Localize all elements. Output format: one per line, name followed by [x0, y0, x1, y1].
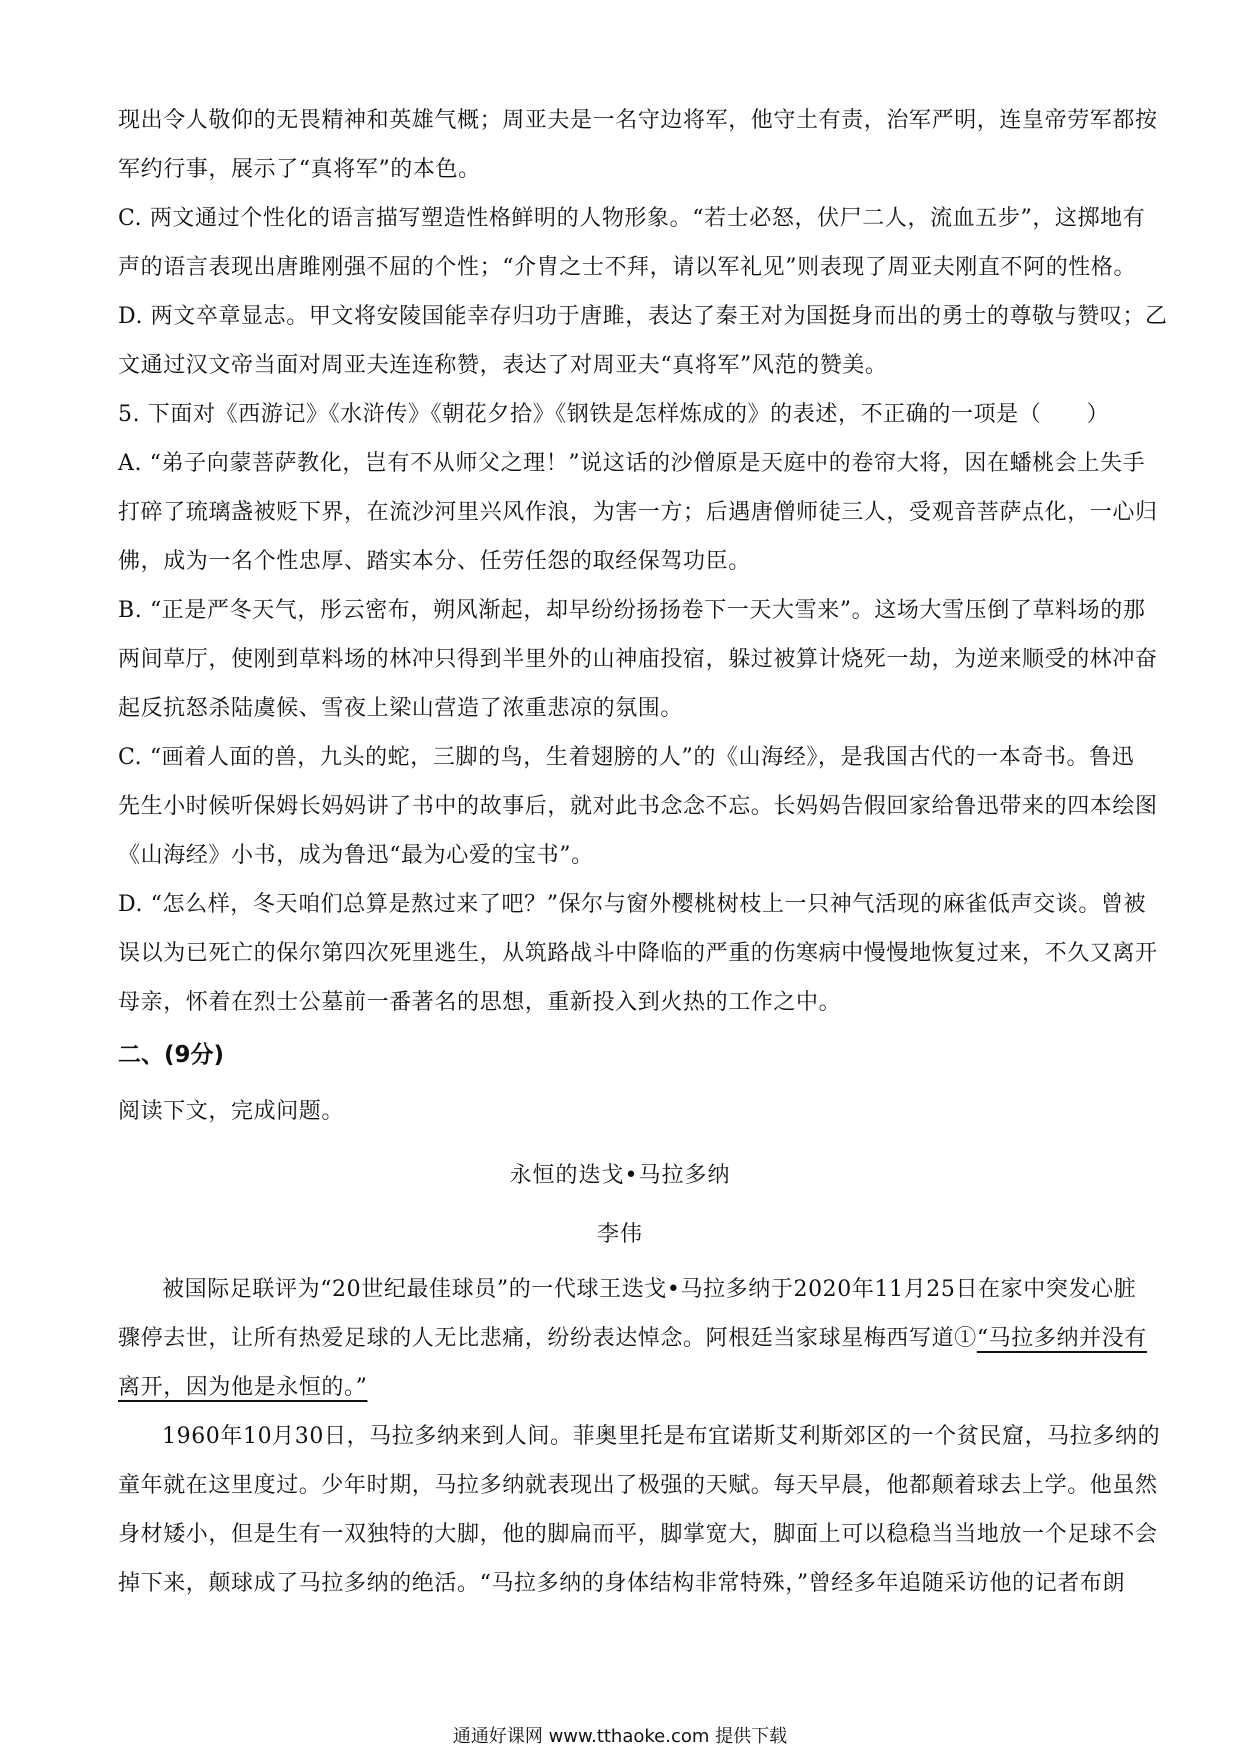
q5-option-d — [118, 880, 1158, 1027]
text-line: 起反抗怒杀陆虞候、雪夜上梁山营造了浓重悲凉的氛围。 — [118, 696, 684, 721]
article-author: 李伟 — [596, 1222, 643, 1247]
text-line: D. “怎么样，冬天咱们总算是熬过来了吧？”保尔与窗外樱桃树枝上一只神气活现的麻雀低声交谈。曾被 — [118, 892, 1147, 917]
text-line: 身材矮小，但是生有一双独特的大脚，他的脚扁而平，脚掌宽大，脚面上可以稳稳当当地放一个足球不会 — [118, 1522, 1158, 1547]
reading-instruction: 阅读下文，完成问题。 — [118, 1099, 345, 1124]
text-line: 母亲，怀着在烈士公墓前一番著名的思想，重新投入到火热的工作之中。 — [118, 990, 842, 1015]
text-line: C. “画着人面的兽，九头的蛇，三脚的鸟，生着翅膀的人”的《山海经》，是我国古代的一本奇书。鲁迅 — [118, 745, 1135, 770]
footer-watermark: 通通好课网 www.tthaoke.com 提供下载 — [452, 1726, 788, 1747]
text-line: 佛，成为一名个性忠厚、踏实本分、任劳任怨的取经保驾功臣。 — [118, 549, 751, 574]
text-line: A. “弟子向蒙菩萨教化，岂有不从师父之理！”说这话的沙僧原是天庭中的卷帘大将，因在蟠桃会上失手 — [118, 451, 1146, 476]
underlined-quote: 离开，因为他是永恒的。” — [118, 1375, 368, 1400]
article-paragraph-1 — [118, 1265, 1147, 1412]
text-line: 声的语言表现出唐雎刚强不屈的个性；“介胄之士不拜，请以军礼见”则表现了周亚夫刚直不阿的性格。 — [118, 255, 1137, 280]
q5-option-b — [118, 586, 1158, 733]
text-line: 打碎了琉璃盏被贬下界，在流沙河里兴风作浪，为害一方；后遇唐僧师徒三人，受观音菩萨点化，一心归 — [118, 500, 1158, 525]
text-line: 误以为已死亡的保尔第四次死里逃生，从筑路战斗中降临的严重的伤寒病中慢慢地恢复过来，不久又离开 — [118, 941, 1158, 966]
text-line: 被国际足联评为“20世纪最佳球员”的一代球王迭戈•马拉多纳于2020年11月25日在家中突发心脏 — [162, 1277, 1137, 1302]
q5-option-a — [118, 439, 1158, 586]
text-line: C. 两文通过个性化的语言描写塑造性格鲜明的人物形象。“若士必怒，伏尸二人，流血五步”，这掷地有 — [118, 206, 1146, 231]
text-segment: 骤停去世，让所有热爱足球的人无比悲痛，纷纷表达悼念。阿根廷当家球星梅西写道① — [118, 1326, 977, 1351]
text-line: 《山海经》小书，成为鲁迅“最为心爱的宝书”。 — [118, 843, 594, 868]
text-line: 两间草厅，使刚到草料场的林冲只得到半里外的山神庙投宿，躲过被算计烧死一劫，为逆来顺受的林冲奋 — [118, 647, 1158, 672]
article-paragraph-2 — [118, 1412, 1161, 1608]
text-line: 掉下来，颠球成了马拉多纳的绝活。“马拉多纳的身体结构非常特殊，”曾经多年追随采访他的记者布朗 — [118, 1571, 1126, 1596]
text-line: 军约行事，展示了“真将军”的本色。 — [118, 157, 481, 182]
text-line: 童年就在这里度过。少年时期，马拉多纳就表现出了极强的天赋。每天早晨，他都颠着球去上学。他虽然 — [118, 1473, 1158, 1498]
text-line: D. 两文卒章显志。甲文将安陵国能幸存归功于唐雎，表达了秦王对为国挺身而出的勇士的尊敬与赞叹；乙 — [118, 304, 1168, 329]
section-heading: 二、(9分) — [118, 1042, 225, 1068]
option-b-continuation — [118, 96, 1158, 194]
option-c — [118, 194, 1146, 292]
option-d — [118, 292, 1168, 390]
underlined-quote: “马拉多纳并没有 — [976, 1326, 1147, 1351]
text-line: 先生小时候听保姆长妈妈讲了书中的故事后，就对此书念念不忘。长妈妈告假回家给鲁迅带来的四本绘图 — [118, 794, 1158, 819]
text-line: 文通过汉文帝当面对周亚夫连连称赞，表达了对周亚夫“真将军”风范的赞美。 — [118, 353, 888, 378]
q5-option-c — [118, 733, 1158, 880]
text-line: 现出令人敬仰的无畏精神和英雄气概；周亚夫是一名守边将军，他守土有责，治军严明，连皇帝劳军都按 — [118, 108, 1158, 133]
text-line — [118, 1363, 1128, 1412]
text-line: B. “正是严冬天气，彤云密布，朔风渐起，却早纷纷扬扬卷下一天大雪来”。这场大雪压倒了草料场的那 — [118, 598, 1146, 623]
question-stem: 5. 下面对《西游记》《水浒传》《朝花夕拾》《钢铁是怎样炼成的》的表述，不正确的一项是（ ） — [118, 402, 1110, 427]
article-title: 永恒的迭戈•马拉多纳 — [509, 1163, 731, 1188]
text-line — [118, 1314, 1147, 1363]
question-5 — [118, 390, 1128, 439]
text-line: 1960年10月30日，马拉多纳来到人间。菲奥里托是布宜诺斯艾利斯郊区的一个贫民窟，马拉多纳的 — [162, 1424, 1161, 1449]
